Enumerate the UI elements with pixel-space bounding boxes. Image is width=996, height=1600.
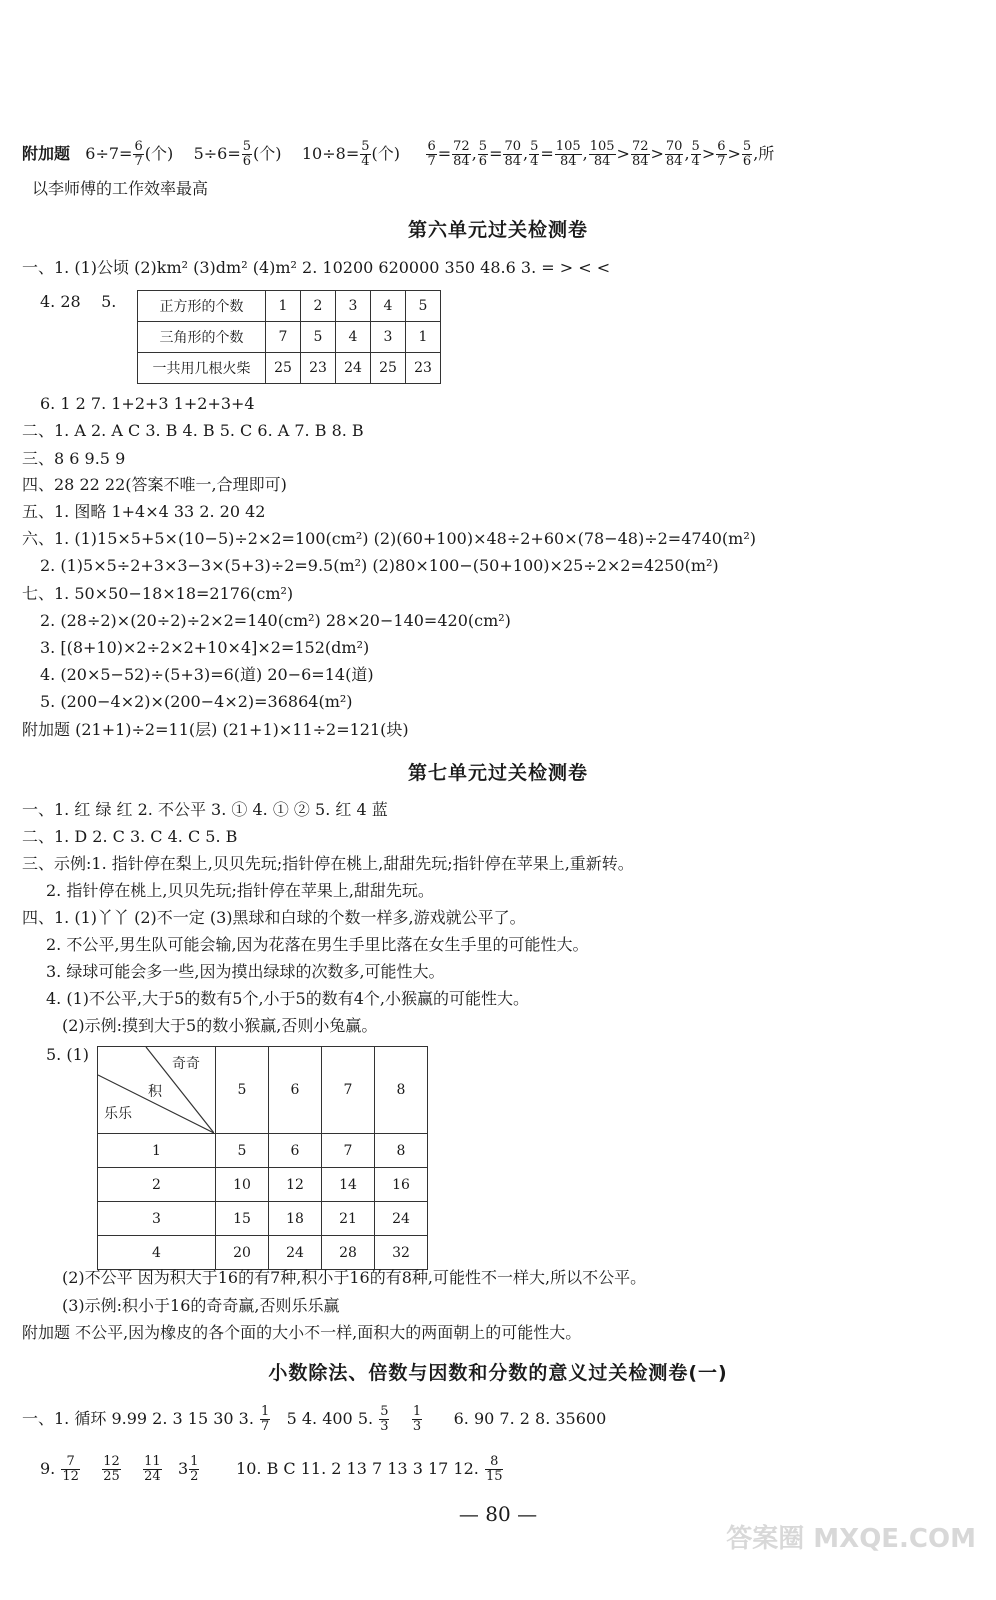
table-row: 2 10 12 14 16 [98, 1168, 428, 1202]
table-row: 4 20 24 28 32 [98, 1236, 428, 1270]
fraction: $\frac{5}{4}$ [691, 139, 700, 169]
unit6-line6: 四、28 22 22(答案不唯一,合理即可) [22, 475, 287, 494]
unit6-line7: 五、1. 图略 1+4×4 33 2. 20 42 [22, 502, 266, 521]
fraction: $\frac{5}{4}$ [530, 139, 539, 169]
fraction: $\frac{8}{15}$ [485, 1454, 503, 1484]
unit6-title: 第六单元过关检测卷 [407, 219, 588, 241]
corner-mid-label: 积 [148, 1084, 162, 1100]
unit6-line8: 六、1. (1)15×5+5×(10−5)÷2×2=100(cm²) (2)(60+100)×48÷2+60×(78−48)÷2=4740(m²) [22, 529, 756, 548]
unit6-line13: 4. (20×5−52)÷(5+3)=6(道) 20−6=14(道) [40, 665, 374, 684]
unit6-line4: 二、1. A 2. A C 3. B 4. B 5. C 6. A 7. B 8. B [22, 421, 364, 440]
top-extra-line: 附加题 6÷7= $\frac{6}{7}$ (个) 5÷6= $\frac{5}{6}$ (个) 10÷8= $\frac{5}{4}$ (个) $\frac{6}{7}$ = $\frac{72}{84}$ , $\frac{5}{6}$ = $\frac{70}{84}$ , $\frac{5}{4}$ = $\frac{105}{84}$ , $\frac{105}{84}$ > $\frac{72}{84}$ > $\frac{70}{84}$ , $\frac{5}{4}$ > $\frac{6}{7}$ > $\frac{5}{6}$ ,所 [22, 139, 775, 169]
top-extra-label: 附加题 [22, 144, 71, 163]
fraction: $\frac{5}{6}$ [478, 139, 488, 169]
table-row: 一共用几根火柴 25 23 24 25 23 [138, 353, 441, 384]
unit7-line11: (2)不公平 因为积大于16的有7种,积小于16的有8种,可能性不一样大,所以不公平。 [62, 1268, 647, 1287]
top-extra-line2: 以李师傅的工作效率最高 [32, 179, 209, 198]
table-row: 1 5 6 7 8 [98, 1134, 428, 1168]
fraction: $\frac{5}{3}$ [380, 1404, 389, 1434]
fraction: $\frac{5}{4}$ [361, 139, 370, 169]
fraction: $\frac{5}{6}$ [242, 139, 252, 169]
unit6-line5: 三、8 6 9.5 9 [22, 449, 126, 468]
unit6-line10: 七、1. 50×50−18×18=2176(cm²) [22, 584, 294, 603]
table-row: 奇奇 积 乐乐 5 6 7 8 [98, 1047, 428, 1134]
fraction: $\frac{7}{12}$ [62, 1454, 79, 1484]
unit7-line3: 三、示例:1. 指针停在梨上,贝贝先玩;指针停在桃上,甜甜先玩;指针停在苹果上,重新转。 [22, 854, 634, 873]
fraction: $\frac{1}{3}$ [412, 1404, 422, 1434]
corner-top-label: 奇奇 [172, 1056, 200, 1072]
unit7-line4: 2. 指针停在桃上,贝贝先玩;指针停在苹果上,甜甜先玩。 [46, 881, 434, 900]
fraction: $\frac{105}{84}$ [555, 139, 581, 169]
table-row: 3 15 18 21 24 [98, 1202, 428, 1236]
fraction: $\frac{5}{6}$ [742, 139, 752, 169]
fraction: $\frac{105}{84}$ [589, 139, 615, 169]
unit6-line14: 5. (200−4×2)×(200−4×2)=36864(m²) [40, 692, 353, 711]
unit6-line2: 4. 28 5. [40, 292, 117, 311]
fraction: $\frac{72}{84}$ [453, 139, 470, 169]
table-row: 正方形的个数 1 2 3 4 5 [138, 291, 441, 322]
matchstick-table [137, 290, 441, 384]
fraction: $\frac{6}{7}$ [427, 139, 436, 169]
unit6-line3: 6. 1 2 7. 1+2+3 1+2+3+4 [40, 394, 255, 413]
fraction: $\frac{1}{2}$ [190, 1454, 199, 1484]
corner-bottom-label: 乐乐 [104, 1106, 132, 1122]
table-row: 三角形的个数 7 5 4 3 1 [138, 322, 441, 353]
unit8-line1: 一、1. 循环 9.99 2. 3 15 30 3. $\frac{1}{7}$ 5 4. 400 5. $\frac{5}{3}$ $\frac{1}{3}$ 6. 90 7. 2 8. 35600 [22, 1404, 607, 1434]
unit8-line2: 9. $\frac{7}{12}$ $\frac{12}{25}$ $\frac{11}{24}$ 3 $\frac{1}{2}$ 10. B C 11. 2 13 7 13 3 17 12. $\frac{8}{15}$ [40, 1454, 503, 1484]
unit6-line15: 附加题 (21+1)÷2=11(层) (21+1)×11÷2=121(块) [22, 720, 409, 739]
unit7-line7: 3. 绿球可能会多一些,因为摸出绿球的次数多,可能性大。 [46, 962, 445, 981]
fraction: $\frac{6}{7}$ [717, 139, 726, 169]
product-table [97, 1046, 428, 1270]
unit7-line8: 4. (1)不公平,大于5的数有5个,小于5的数有4个,小猴赢的可能性大。 [46, 989, 529, 1008]
page-number: — 80 — [458, 1502, 538, 1526]
unit6-line12: 3. [(8+10)×2÷2×2+10×4]×2=152(dm²) [40, 638, 370, 657]
unit7-line1: 一、1. 红 绿 红 2. 不公平 3. ① 4. ① ② 5. 红 4 蓝 [22, 800, 388, 819]
unit7-line9: (2)示例:摸到大于5的数小猴赢,否则小兔赢。 [62, 1016, 378, 1035]
fraction: $\frac{11}{24}$ [144, 1454, 161, 1484]
fraction: $\frac{12}{25}$ [103, 1454, 120, 1484]
fraction: $\frac{1}{7}$ [261, 1404, 270, 1434]
fraction: $\frac{6}{7}$ [134, 139, 143, 169]
diagonal-header-cell [98, 1047, 216, 1134]
watermark: 答案圈 MXQE.COM [726, 1524, 976, 1554]
unit6-line9: 2. (1)5×5÷2+3×3−3×(5+3)÷2=9.5(m²) (2)80×100−(50+100)×25÷2×2=4250(m²) [40, 556, 719, 575]
unit7-title: 第七单元过关检测卷 [407, 762, 588, 784]
unit7-line13: 附加题 不公平,因为橡皮的各个面的大小不一样,面积大的两面朝上的可能性大。 [22, 1323, 582, 1342]
fraction: $\frac{70}{84}$ [665, 139, 683, 169]
unit7-line5: 四、1. (1)丫丫 (2)不一定 (3)黑球和白球的个数一样多,游戏就公平了。 [22, 908, 526, 927]
unit6-line11: 2. (28÷2)×(20÷2)÷2×2=140(cm²) 28×20−140=420(cm²) [40, 611, 511, 630]
fraction: $\frac{72}{84}$ [631, 139, 649, 169]
unit7-line10: 5. (1) [46, 1045, 90, 1064]
unit6-line1: 一、1. (1)公顷 (2)km² (3)dm² (4)m² 2. 10200 620000 350 48.6 3. = > < < [22, 258, 611, 277]
unit8-title: 小数除法、倍数与因数和分数的意义过关检测卷(一) [268, 1362, 728, 1384]
unit7-line2: 二、1. D 2. C 3. C 4. C 5. B [22, 827, 238, 846]
unit7-line6: 2. 不公平,男生队可能会输,因为花落在男生手里比落在女生手里的可能性大。 [46, 935, 589, 954]
fraction: $\frac{70}{84}$ [504, 139, 522, 169]
unit7-line12: (3)示例:积小于16的奇奇赢,否则乐乐赢 [62, 1296, 340, 1315]
